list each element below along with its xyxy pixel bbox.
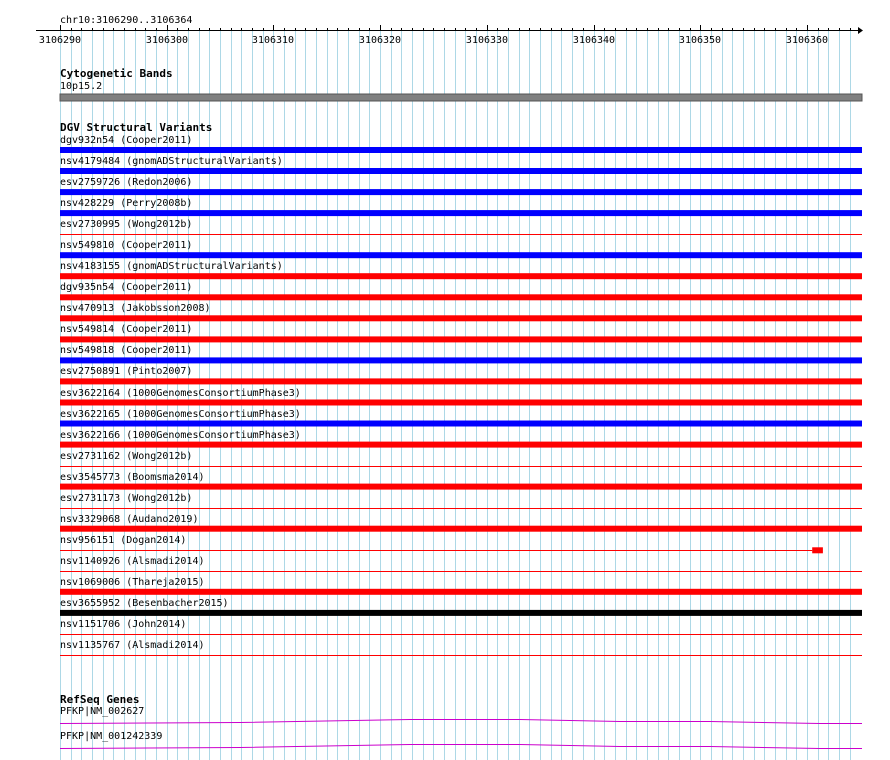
dgv-variant-label[interactable]: esv3622166 (1000GenomesConsortiumPhase3) [60,429,301,441]
dgv-variant-bar[interactable] [60,378,862,384]
dgv-variant-bar[interactable] [60,315,862,321]
ruler-tick-label: 3106340 [572,35,616,46]
ruler-tick-label: 3106330 [465,35,509,46]
dgv-variant-bar[interactable] [60,421,862,427]
dgv-variant-label[interactable]: nsv3329068 (Audano2019) [60,513,199,525]
ruler-tick-label: 3106350 [678,35,722,46]
dgv-variant-label[interactable]: esv2731173 (Wong2012b) [60,492,193,504]
region-label: chr10:3106290..3106364 [60,15,193,26]
dgv-variant-bar[interactable] [60,526,862,532]
dgv-variant-label[interactable]: nsv956151 (Dogan2014) [60,534,187,546]
dgv-variant-label[interactable]: nsv1069006 (Thareja2015) [60,576,205,588]
dgv-variant-label[interactable]: esv2759726 (Redon2006) [60,177,193,189]
dgv-variant-bar[interactable] [60,442,862,448]
dgv-variant-label[interactable]: esv3622164 (1000GenomesConsortiumPhase3) [60,387,301,399]
dgv-variant-label[interactable]: esv2750891 (Pinto2007) [60,366,193,378]
track-title-cytoband[interactable]: Cytogenetic Bands [60,67,173,80]
ruler-tick-label: 3106310 [251,35,295,46]
refseq-gene-model[interactable] [60,745,862,749]
dgv-variant-bar[interactable] [60,400,862,406]
dgv-variant-label[interactable]: nsv549818 (Cooper2011) [60,345,193,357]
dgv-variant-label[interactable]: dgv932n54 (Cooper2011) [60,135,193,146]
dgv-variant-label[interactable]: esv3545773 (Boomsma2014) [60,471,205,483]
dgv-variant-bar[interactable] [60,357,862,363]
dgv-variant-label[interactable]: dgv935n54 (Cooper2011) [60,282,193,294]
dgv-variant-label[interactable]: esv3655952 (Besenbacher2015) [60,597,229,609]
dgv-variant-label[interactable]: nsv1135767 (Alsmadi2014) [60,640,205,651]
dgv-variant-bar[interactable] [60,147,862,153]
dgv-variant-bar[interactable] [60,610,862,616]
dgv-variant-label[interactable]: nsv428229 (Perry2008b) [60,198,193,210]
dgv-variant-bar[interactable] [60,336,862,342]
ruler-tick-label: 3106300 [145,35,189,46]
dgv-variant-label[interactable]: nsv470913 (Jakobsson2008) [60,303,211,315]
ruler-tick-label: 3106320 [358,35,402,46]
dgv-variant-bar[interactable] [60,252,862,258]
dgv-variant-label[interactable]: nsv1151706 (John2014) [60,618,187,630]
refseq-gene-label[interactable]: PFKP|NM_002627 [60,706,145,717]
dgv-variant-label[interactable]: esv2730995 (Wong2012b) [60,219,193,231]
cytoband-bar[interactable] [60,94,862,101]
dgv-variant-label[interactable]: nsv4183155 (gnomADStructuralVariants) [60,261,283,273]
dgv-variant-label[interactable]: nsv4179484 (gnomADStructuralVariants) [60,156,283,167]
dgv-variant-bar[interactable] [812,547,823,553]
dgv-variant-bar[interactable] [60,294,862,300]
dgv-variant-label[interactable]: esv3622165 (1000GenomesConsortiumPhase3) [60,408,301,420]
dgv-variant-label[interactable]: nsv549814 (Cooper2011) [60,324,193,336]
dgv-variant-bar[interactable] [60,168,862,174]
dgv-variant-bar[interactable] [60,589,862,595]
dgv-variant-label[interactable]: esv2731162 (Wong2012b) [60,450,193,462]
dgv-variant-bar[interactable] [60,210,862,216]
dgv-variant-bar[interactable] [60,189,862,195]
dgv-variant-label[interactable]: nsv1140926 (Alsmadi2014) [60,555,205,567]
dgv-variant-bar[interactable] [60,273,862,279]
cytoband-label[interactable]: 10p15.2 [60,81,103,92]
refseq-gene-label[interactable]: PFKP|NM_001242339 [60,731,163,742]
refseq-gene-model[interactable] [60,720,862,724]
ruler-tick-label: 3106290 [38,35,82,46]
ruler-tick-label: 3106360 [785,35,829,46]
track-title-dgv[interactable]: DGV Structural Variants [60,121,213,134]
dgv-variant-bar[interactable] [60,484,862,490]
dgv-variant-label[interactable]: nsv549810 (Cooper2011) [60,240,193,252]
track-title-refseq[interactable]: RefSeq Genes [60,693,140,706]
